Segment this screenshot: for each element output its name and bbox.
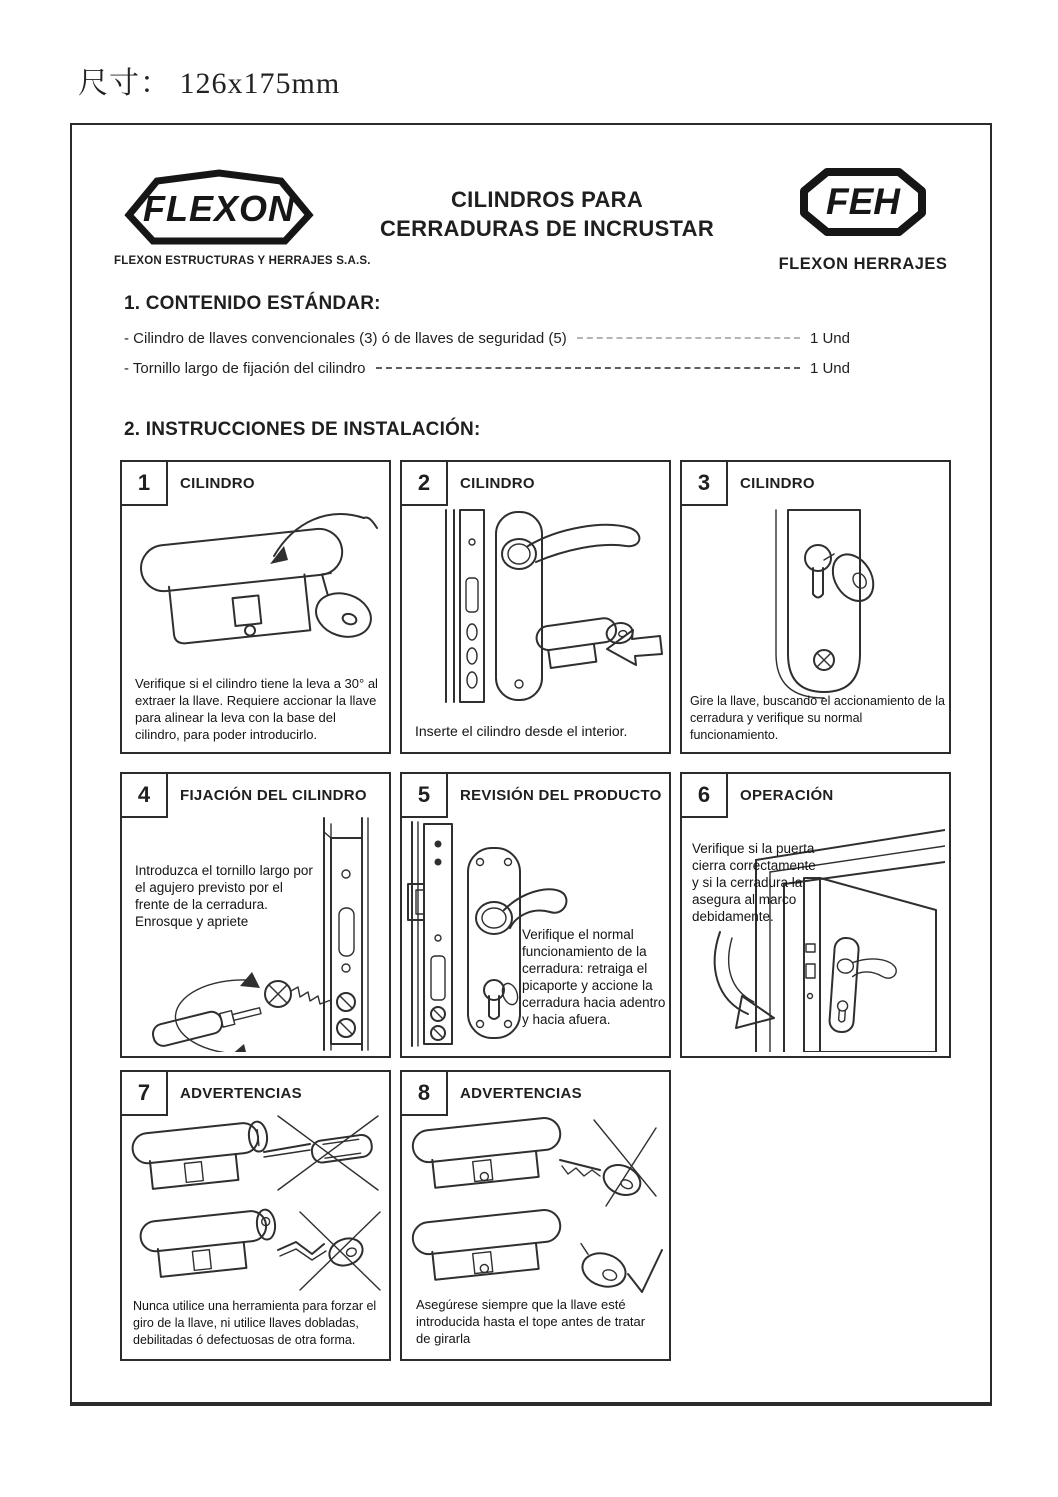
item-qty: 1 Und <box>809 329 850 347</box>
panel-caption: Gire la llave, buscando el accionamiento de la cerradura y verifique su normal funcionamiento. <box>690 694 946 742</box>
section2-heading: 2. INSTRUCCIONES DE INSTALACIÓN: <box>124 419 481 440</box>
panel-number: 2 <box>400 460 448 506</box>
key-insertion-check-illustration <box>408 1112 663 1304</box>
panel-caption: Nunca utilice una herramienta para forzar el giro de la llave, ni utilice llaves dobladas, debilitadas ó defectuosas de otra forma. <box>133 1299 377 1347</box>
panel-caption: Verifique si la puerta cierra correctamente y si la cerradura la asegura al marco debidamente. <box>692 841 816 924</box>
svg-text:FEH: FEH <box>826 181 900 222</box>
item-label: - Cilindro de llaves convencionales (3) ó de llaves de seguridad (5) <box>124 329 567 347</box>
panel-number: 6 <box>680 772 728 818</box>
instruction-panel-4 <box>120 772 391 1058</box>
feh-logo-icon <box>799 167 927 237</box>
instruction-panel-6 <box>680 772 951 1058</box>
panel-title: CILINDRO <box>180 475 255 492</box>
panel-caption: Verifique si el cilindro tiene la leva a 30° al extraer la llave. Requiere accionar la llave para alinear la leva con la base del cilindro, para poder introducirlo. <box>135 676 378 742</box>
panel-caption: Verifique el normal funcionamiento de la cerradura: retraiga el picaporte y accione la cerradura hacia adentro y hacia afuera. <box>522 927 666 1027</box>
flexon-logo-icon <box>121 169 317 247</box>
svg-text:FLEXON: FLEXON <box>142 188 296 229</box>
flexon-logo <box>114 169 371 267</box>
panel-title: ADVERTENCIAS <box>180 1085 302 1102</box>
panel-title: FIJACIÓN DEL CILINDRO <box>180 787 367 804</box>
forbidden-tool-bent-key-illustration <box>128 1114 383 1294</box>
item-label: - Tornillo largo de fijación del cilindro <box>124 359 366 377</box>
list-item <box>124 353 850 383</box>
dotted-leader <box>376 367 800 369</box>
instruction-panel-1 <box>120 460 391 754</box>
panel-number: 7 <box>120 1070 168 1116</box>
contents-list <box>124 323 850 383</box>
panel-caption: Inserte el cilindro desde el interior. <box>415 723 628 739</box>
panel-number: 8 <box>400 1070 448 1116</box>
instruction-panel-5 <box>400 772 671 1058</box>
instruction-panel-3 <box>680 460 951 754</box>
flexon-subtitle: FLEXON ESTRUCTURAS Y HERRAJES S.A.S. <box>114 255 371 267</box>
section1-heading: 1. CONTENIDO ESTÁNDAR: <box>124 293 381 314</box>
feh-subtitle: FLEXON HERRAJES <box>778 255 948 273</box>
instruction-panel-2 <box>400 460 671 754</box>
panel-number: 3 <box>680 460 728 506</box>
dotted-leader <box>577 337 800 339</box>
panel-caption: Introduzca el tornillo largo por el agujero previsto por el frente de la cerradura. Enrosque y apriete <box>135 863 313 929</box>
page-size-label: 尺寸： 126x175mm <box>78 67 341 100</box>
item-qty: 1 Und <box>809 359 850 377</box>
instruction-panel-7 <box>120 1070 391 1361</box>
instruction-panel-8 <box>400 1070 671 1361</box>
page-title <box>344 185 750 243</box>
panel-number: 1 <box>120 460 168 506</box>
panel-number: 4 <box>120 772 168 818</box>
instruction-sheet <box>70 123 992 1406</box>
turn-key-illustration <box>712 506 917 704</box>
page-title-line2: CERRADURAS DE INCRUSTAR <box>379 216 715 241</box>
panel-title: ADVERTENCIAS <box>460 1085 582 1102</box>
insert-cylinder-illustration <box>408 506 663 706</box>
panel-number: 5 <box>400 772 448 818</box>
panel-title: OPERACIÓN <box>740 787 834 804</box>
panel-title: CILINDRO <box>740 475 815 492</box>
page-title-line1: CILINDROS PARA <box>450 187 644 212</box>
panel-title: CILINDRO <box>460 475 535 492</box>
list-item <box>124 323 850 353</box>
cylinder-with-key-illustration <box>128 506 383 674</box>
panel-caption: Asegúrese siempre que la llave esté introducida hasta el tope antes de tratar de girarla <box>416 1297 646 1346</box>
feh-logo <box>748 167 978 274</box>
screwdriver-screw-illustration <box>126 816 385 1052</box>
panel-title: REVISIÓN DEL PRODUCTO <box>460 787 662 804</box>
